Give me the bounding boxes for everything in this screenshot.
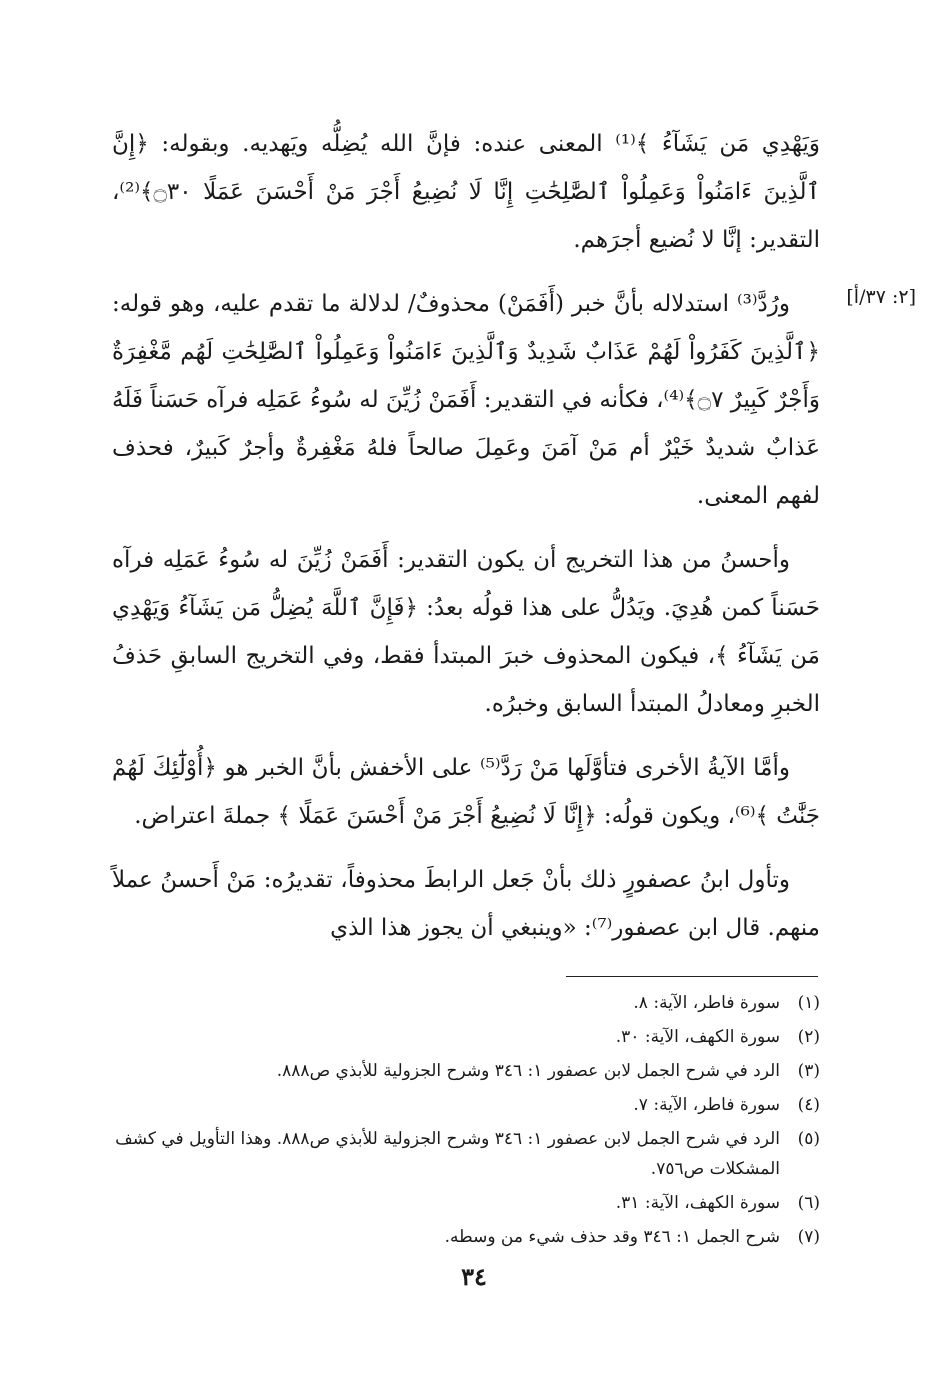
margin-folio-reference: [٢: ٣٧/أ]	[846, 286, 916, 308]
main-text	[112, 120, 820, 968]
page-number: ٣٤	[461, 1262, 487, 1291]
footnote	[112, 1188, 820, 1218]
paragraph-2: ورُدَّ⁽³⁾ استدلاله بأنَّ خبر (أَفَمَنْ) محذوفٌ/ لدلالة ما تقدم عليه، وهو قوله: ﴿ٱلَّذِينَ كَفَرُواْ لَهُمْ عَذَابٌ شَدِيدٌ وَٱلَّذِينَ ءَامَنُواْ وَعَمِلُواْ ٱلصَّٰلِحَٰتِ لَهُم مَّغْفِرَةٌ وَأَجْرٌ كَبِيرٌ ۝٧﴾⁽⁴⁾، فكأنه في التقدير: أَفَمَنْ زُيِّنَ له سُوءُ عَمَلِه فرآه حَسَناً فَلَهُ عَذابٌ شديدٌ خَيْرٌ أم مَنْ آمَنَ وعَمِلَ صالحاً فلهُ مَغْفِرةٌ وأجرٌ كَبيرٌ، فحذف لفهم المعنى.	[112, 291, 820, 509]
footnote-number: (٦)	[797, 1193, 820, 1213]
footnote-divider	[566, 976, 818, 977]
footnote-text: سورة الكهف، الآية: ٣١.	[615, 1193, 780, 1213]
footnote-number: (٧)	[797, 1227, 820, 1247]
footnote	[112, 1056, 820, 1086]
paragraph-4: وأمَّا الآيةُ الأخرى فتأوَّلَها مَنْ رَدَّ⁽⁵⁾ على الأخفش بأنَّ الخبر هو ﴿أُوْلَٰٓئِكَ لَهُمْ جَنَّٰتُ ﴾⁽⁶⁾، ويكون قولُه: ﴿إِنَّا لَا نُضِيعُ أَجْرَ مَنْ أَحْسَنَ عَمَلًا ﴾ جملةَ اعتراض.	[112, 755, 820, 829]
footnote-text: سورة فاطر، الآية: ٨.	[633, 993, 780, 1013]
paragraph-1: وَيَهْدِي مَن يَشَآءُ ﴾⁽¹⁾ المعنى عنده: فإنَّ الله يُضِلُّه ويَهديه. وبقوله: ﴿إِنَّ ٱلَّذِينَ ءَامَنُواْ وَعَمِلُواْ ٱلصَّٰلِحَٰتِ إِنَّا لَا نُضِيعُ أَجْرَ مَنْ أَحْسَنَ عَمَلًا ۝٣٠﴾⁽²⁾، التقدير: إنَّا لا نُضيع أجرَهم.	[112, 131, 820, 253]
footnote-text: الرد في شرح الجمل لابن عصفور ١: ٣٤٦ وشرح الجزولية للأبذي ص٨٨٨. وهذا التأويل في كشف المشكلات ص٧٥٦.	[115, 1129, 780, 1179]
paragraph-3: وأحسنُ من هذا التخريج أن يكون التقدير: أَفَمَنْ زُيِّنَ له سُوءُ عَمَلِه فرآه حَسَناً كمن هُدِيَ. ويَدُلُّ على هذا قولُه بعدُ: ﴿فَإِنَّ ٱللَّهَ يُضِلُّ مَن يَشَآءُ وَيَهْدِي مَن يَشَآءُ ﴾، فيكون المحذوف خبرَ المبتدأ فقط، وفي التخريج السابقِ حَذفُ الخبرِ ومعادلُ المبتدأ السابق وخبرُه.	[112, 547, 820, 717]
footnote-text: شرح الجمل ١: ٣٤٦ وقد حذف شيء من وسطه.	[444, 1227, 780, 1247]
footnote-number: (٥)	[797, 1129, 820, 1149]
footnote	[112, 1090, 820, 1120]
footnote-number: (٣)	[797, 1061, 820, 1081]
footnote-number: (١)	[797, 993, 820, 1013]
footnote	[112, 1124, 820, 1184]
footnote-text: الرد في شرح الجمل لابن عصفور ١: ٣٤٦ وشرح الجزولية للأبذي ص٨٨٨.	[276, 1061, 780, 1081]
footnote	[112, 988, 820, 1018]
paragraph-5: وتأول ابنُ عصفورٍ ذلك بأنْ جَعل الرابطَ محذوفاً، تقديرُه: مَنْ أَحسنُ عملاً منهم. قال ابن عصفور⁽⁷⁾: «وينبغي أن يجوز هذا الذي	[112, 867, 820, 941]
footnote-text: سورة الكهف، الآية: ٣٠.	[615, 1027, 780, 1047]
footnotes	[112, 988, 820, 1256]
footnote	[112, 1022, 820, 1052]
footnote	[112, 1222, 820, 1252]
footnote-number: (٢)	[797, 1027, 820, 1047]
footnote-text: سورة فاطر، الآية: ٧.	[633, 1095, 780, 1115]
footnote-number: (٤)	[797, 1095, 820, 1115]
